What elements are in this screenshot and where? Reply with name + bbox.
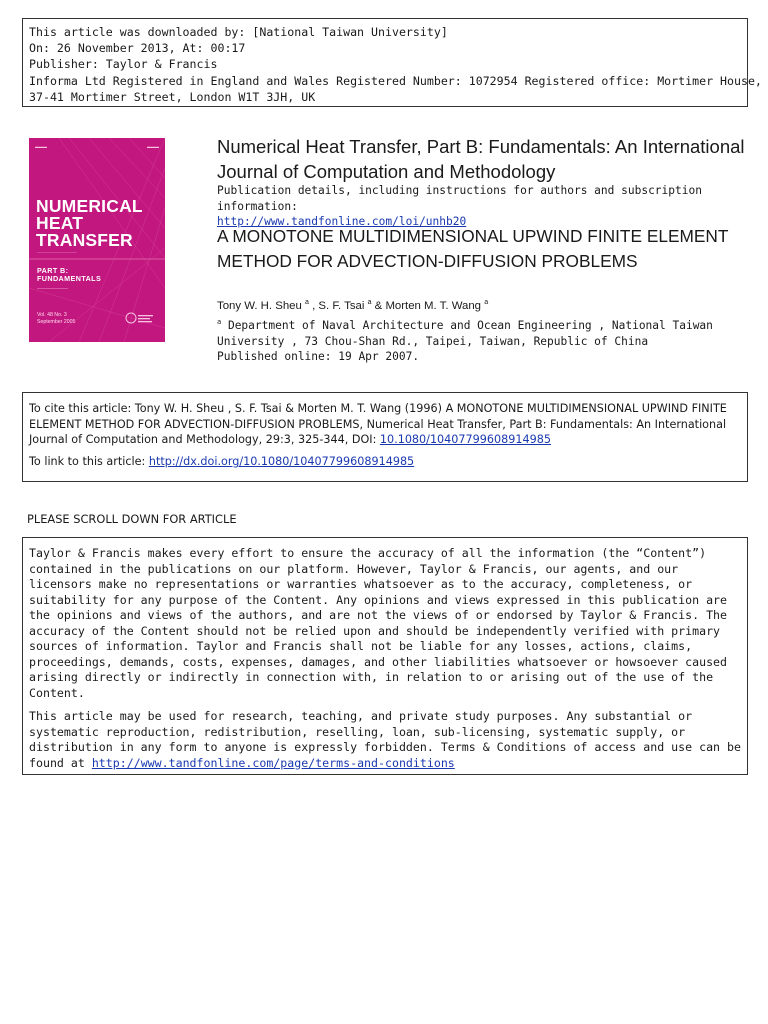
- author-affiliation-mark: a: [484, 299, 489, 306]
- cover-part-line: PART B:: [37, 266, 69, 275]
- affiliation-text: Department of Naval Architecture and Ocean Engineering , National Taiwan University , 73 Chou-Shan Rd., Taipei, Taiwan, Republic of China: [217, 319, 713, 348]
- download-line: Informa Ltd Registered in England and Wales Registered Number: 1072954 Registered office: Mortimer House,: [29, 73, 762, 88]
- article-link-row: [29, 454, 741, 470]
- doi-link[interactable]: 10.1080/10407799608914985: [379, 433, 551, 447]
- cover-part-line: FUNDAMENTALS: [37, 274, 102, 283]
- cover-title-line: HEAT: [36, 213, 84, 233]
- download-line: 37-41 Mortimer Street, London W1T 3JH, UK: [29, 89, 316, 104]
- usage-text: This article may be used for research, teaching, and private study purposes. Any substantial or systematic reproduction, redistribution, reselling, loan, sub-licensing, systematic supply, or distribution in any form to anyone is expressly forbidden. Terms & Conditions of access and use can be found at: [29, 709, 741, 770]
- author-affiliation-mark: a: [367, 299, 372, 306]
- usage-paragraph: [29, 709, 741, 771]
- journal-cover-image: [29, 138, 165, 342]
- disclaimer-paragraph: Taylor & Francis makes every effort to ensure the accuracy of all the information (the “Content”) contained in the publications on our platform. However, Taylor & Francis, our agents, and our licensors make no representations or warranties whatsoever as to the accuracy, completeness, or suitability for any purpose of the Content. Any opinions and views expressed in this publication are the opinions and views of the authors, and are not the views of or endorsed by Taylor & Francis. The accuracy of the Content should not be relied upon and should be independently verified with primary sources of information. Taylor and Francis shall not be liable for any losses, actions, claims, proceedings, demands, costs, expenses, damages, and other liabilities whatsoever or howsoever caused arising directly or indirectly in connection with, in relation to or arising out of the use of the Content.: [29, 546, 728, 700]
- journal-title: Numerical Heat Transfer, Part B: Fundamentals: An International Journal of Computation and Methodology: [217, 136, 745, 182]
- download-line: On: 26 November 2013, At: 00:17: [29, 41, 246, 56]
- article-title: A MONOTONE MULTIDIMENSIONAL UPWIND FINITE ELEMENT METHOD FOR ADVECTION-DIFFUSION PROBLEMS: [217, 226, 729, 271]
- author-separator: &: [371, 300, 386, 312]
- author-affiliation-mark: a: [305, 299, 309, 306]
- author-name[interactable]: Morten M. T. Wang: [385, 300, 482, 312]
- download-info-box: [22, 18, 762, 107]
- cover-subtitle-text: ———————————: [37, 250, 77, 254]
- citation-paragraph: [29, 401, 741, 448]
- download-line: This article was downloaded by: [National Taiwan University]: [29, 25, 448, 39]
- cover-issn-text: ▬▬▬: [147, 144, 159, 149]
- affiliation-block: [217, 318, 752, 365]
- scroll-down-note: PLEASE SCROLL DOWN FOR ARTICLE: [27, 512, 237, 526]
- cover-title-line: NUMERICAL: [36, 196, 143, 216]
- disclaimer-box: [22, 537, 748, 775]
- cover-editor-text: ———————: [37, 286, 68, 291]
- article-link[interactable]: http://dx.doi.org/10.1080/10407799608914985: [148, 455, 415, 469]
- author-separator: ,: [308, 300, 319, 312]
- citation-box: [22, 392, 748, 482]
- cover-volume-line: Vol. 48 No. 3: [37, 312, 67, 318]
- terms-link[interactable]: http://www.tandfonline.com/page/terms-and-conditions: [91, 755, 455, 770]
- publication-details: [217, 183, 768, 230]
- publication-details-text: Publication details, including instructions for authors and subscription information:: [217, 184, 702, 213]
- author-list: [217, 298, 488, 314]
- journal-link[interactable]: http://www.tandfonline.com/loi/unhb20: [217, 215, 467, 228]
- citation-text: To cite this article: Tony W. H. Sheu , S. F. Tsai & Morten M. T. Wang (1996) A MONOTONE MULTIDIMENSIONAL UPWIND FINITE ELEMENT METHOD FOR ADVECTION-DIFFUSION PROBLEMS, Numerical Heat Transfer, Part B: Fundamentals: An International Journal of Computation and Methodology, 29:3, 325-344, DOI:: [29, 402, 727, 447]
- published-date: Published online: 19 Apr 2007.: [217, 350, 420, 364]
- cover-date-line: September 2005: [37, 319, 76, 325]
- cover-header-text: ▬▬▬: [35, 144, 47, 149]
- publisher-logo-icon: [125, 310, 155, 326]
- article-link-label: To link to this article:: [29, 455, 149, 469]
- download-line: Publisher: Taylor & Francis: [29, 57, 218, 72]
- affiliation-mark: a: [217, 318, 222, 326]
- cover-title-line: TRANSFER: [36, 230, 133, 250]
- author-name[interactable]: Tony W. H. Sheu: [217, 300, 302, 312]
- author-name[interactable]: S. F. Tsai: [318, 300, 365, 312]
